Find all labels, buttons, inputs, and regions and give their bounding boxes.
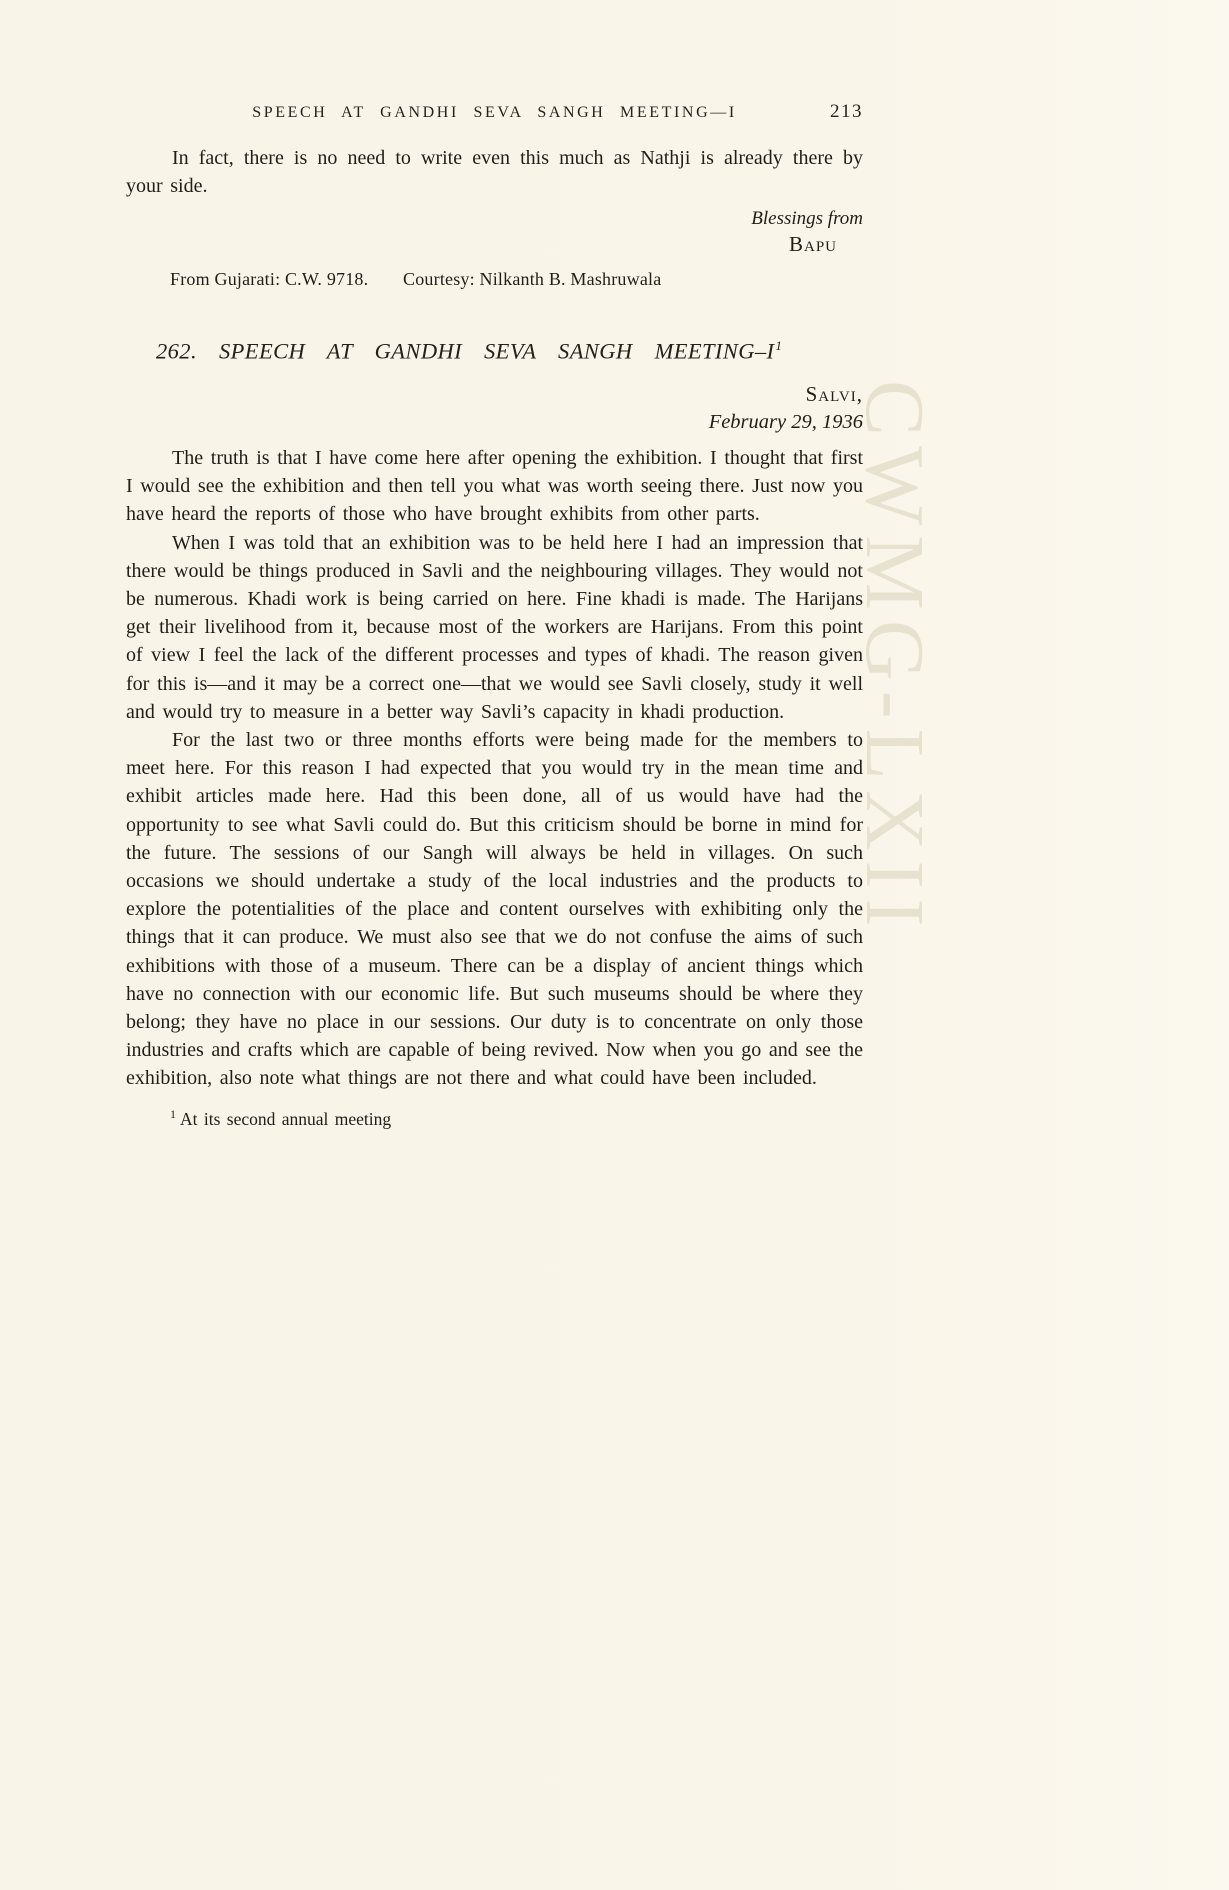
volume-watermark: CWMG-LXII [848, 380, 941, 937]
source-courtesy: Courtesy: Nilkanth B. Mashruwala [403, 269, 662, 290]
footnote-reference: 1 [775, 338, 783, 354]
dateline-place: Salvi, [805, 381, 863, 406]
section-title: SPEECH AT GANDHI SEVA SANGH MEETING–I [219, 338, 775, 364]
footnote [126, 1107, 863, 1130]
signoff-blessings: Blessings from [751, 208, 863, 230]
page-header [126, 101, 863, 122]
footnote-text: At its second annual meeting [180, 1108, 392, 1129]
footnote-marker: 1 [170, 1106, 176, 1121]
dateline-date: February 29, 1936 [708, 410, 863, 433]
source-reference: From Gujarati: C.W. 9718. [170, 269, 369, 290]
source-line [126, 269, 863, 290]
intro-paragraph: In fact, there is no need to write even this much as Nathji is already there by your side. [126, 147, 863, 198]
running-title: SPEECH AT GANDHI SEVA SANGH MEETING—I [252, 104, 737, 121]
dateline-block [126, 381, 863, 436]
body-paragraph: The truth is that I have come here after opening the exhibition. I thought that first I would see the exhibition and then tell you what was worth seeing there. Just now you have heard the reports of those who have brought exhibits from other parts. [126, 446, 863, 526]
page-number: 213 [830, 101, 863, 122]
section-heading [156, 338, 863, 365]
signoff-block [126, 206, 863, 257]
section-number: 262. [156, 338, 197, 364]
body-paragraph: When I was told that an exhibition was to be held here I had an impression that there would be things produced in Savli and the neighbouring villages. They would not be numerous. Khadi work is being carried on here. Fine khadi is made. The Harijans get their livelihood from it, because most of the workers are Harijans. From this point of view I feel the lack of the different processes and types of khadi. The reason given for this is—and it may be a correct one—that we would see Savli closely, study it well and would try to measure in a better way Savli’s capacity in khadi production. [126, 531, 863, 723]
page-content [126, 101, 863, 1129]
signoff-signature: Bapu [788, 232, 837, 257]
body-paragraph: For the last two or three months efforts were being made for the members to meet here. For this reason I had expected that you would try in the mean time and exhibit articles made here. Had this been done, all of us would have had the opportunity to see what Savli could do. But this criticism should be borne in mind for the future. The sessions of our Sangh will always be held in villages. On such occasions we should undertake a study of the local industries and the products to explore the potentialities of the place and content ourselves with exhibiting only the things that it can produce. We must also see that we do not confuse the aims of such exhibitions with those of a museum. There can be a display of ancient things which have no connection with our economic life. But such museums should be where they belong; they have no place in our sessions. Our duty is to concentrate on only those industries and crafts which are capable of being revived. Now when you go and see the exhibition, also note what things are not there and what could have been included. [126, 728, 863, 1090]
speech-body [126, 444, 863, 1093]
